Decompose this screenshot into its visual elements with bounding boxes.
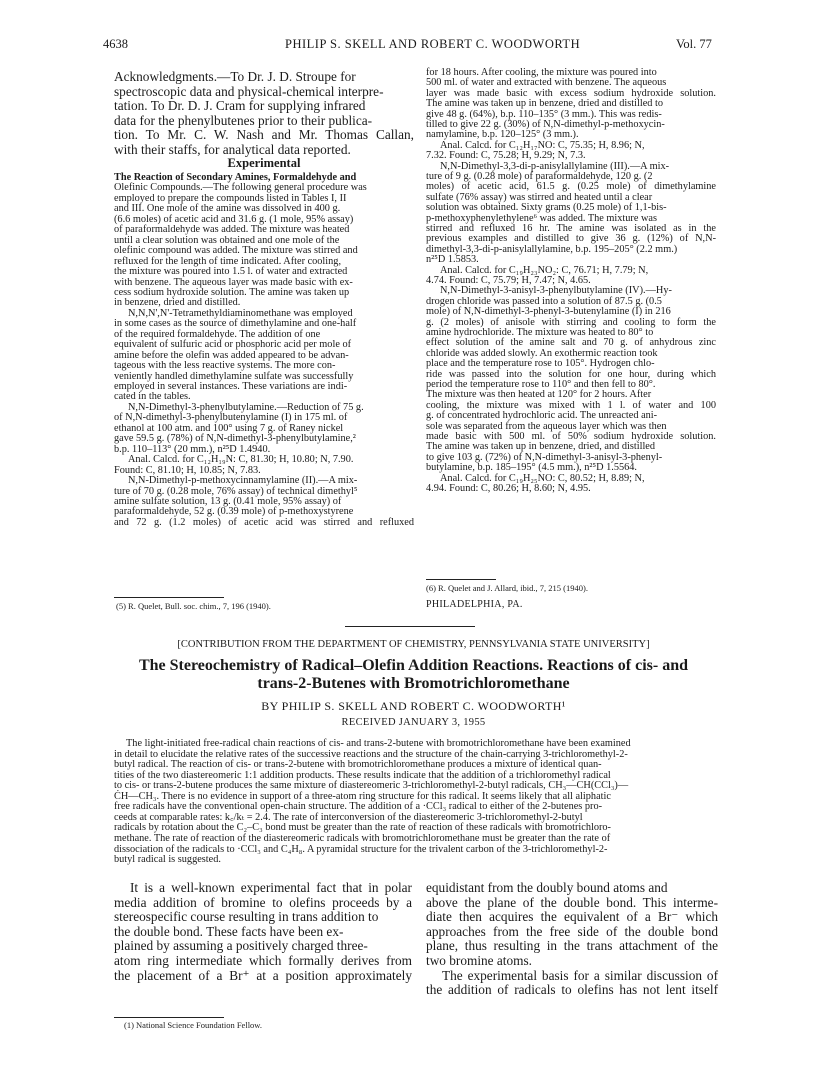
text-line: ride was passed into the solution for one hour, during which — [426, 369, 716, 380]
text-line: period the temperature rose to 110° and then fell to 80°. — [426, 379, 656, 390]
text-line: in some cases as the source of dimethylamine and one-half — [114, 318, 357, 329]
text-line: cess sodium hydroxide solution. The amine was taken up — [114, 287, 350, 298]
text-line: N,N-Dimethyl-3-anisyl-3-phenylbutylamine (IV).—Hy- — [440, 285, 672, 296]
text-line: with benzene. The aqueous layer was made basic with ex- — [114, 277, 353, 288]
text-line: place and the temperature rose to 105°. Hydrogen chlo- — [426, 358, 655, 369]
text-line: stereospecific course resulting in trans addition to — [114, 909, 379, 924]
text-line: butylamine, b.p. 185–195° (4.5 mm.), n²⁵D 1.5564. — [426, 462, 637, 473]
text-line: until a clear solution was obtained and one mole of the — [114, 235, 340, 246]
text-line: paraformaldehyde, 52 g. (0.39 mole) of p-methoxystyrene — [114, 506, 354, 517]
byline: BY PHILIP S. SKELL AND ROBERT C. WOODWORTH¹ — [261, 699, 566, 713]
text-line: tation. To Dr. D. J. Cram for supplying infrared — [114, 98, 366, 113]
footnote-6: (6) R. Quelet and J. Allard, ibid., 7, 215 (1940). — [426, 583, 588, 593]
text-line: above the plane of the double bond. This interme- — [426, 895, 718, 910]
text-line: moles) of acetic acid, 61.5 g. (0.25 mole) of dimethylamine — [426, 181, 716, 192]
text-line: of N,N-dimethyl-3-phenylbutenylamine (I) in 175 ml. of — [114, 412, 348, 423]
text-line: Olefinic Compounds.—The following general procedure was — [114, 182, 367, 193]
text-line: butyl radical is suggested. — [114, 854, 221, 865]
text-line: tilled to give 22 g. (30%) of N,N-dimethyl-p-methoxycin- — [426, 119, 665, 130]
text-line: the mixture was poured into 1.5 l. of water and extracted — [114, 266, 348, 277]
text-line: plane, thus resulting in the trans attachment of the — [426, 938, 718, 953]
text-line: employed in several instances. These variations are indi- — [114, 381, 348, 392]
text-line: N,N,N',N'-Tetramethyldiaminomethane was employed — [128, 308, 353, 319]
text-line: cooling, the mixture was mixed with 1 l. of water and 100 — [426, 400, 716, 411]
text-line: layer was made basic with excess sodium hydroxide solution. — [426, 88, 716, 99]
text-line: ture of 70 g. (0.28 mole, 76% assay) of technical dimethyl⁵ — [114, 486, 358, 497]
text-line: plained by assuming a positively charged three- — [114, 938, 368, 953]
text-line: The amine was taken up in benzene, dried and distilled to — [426, 98, 664, 109]
text-line: solution was obtained. Sixty grams (0.25 mole) of 1,1-bis- — [426, 202, 667, 213]
text-line: previous examples and distilled to give 36 g. (12%) of N,N- — [426, 233, 716, 244]
text-line: g. (2 moles) of anisole with stirring and cooling to form the — [426, 317, 716, 328]
text-line: for 18 hours. After cooling, the mixture was poured into — [426, 67, 657, 78]
footnote-5: (5) R. Quelet, Bull. soc. chim., 7, 196 (1940). — [116, 601, 271, 611]
article-divider — [345, 626, 475, 627]
text-line: Anal. Calcd. for C₁₂H₁₇NO: C, 75.35; H, 8.96; N, — [440, 140, 645, 151]
text-line: mole) of N,N-dimethyl-3-phenyl-3-butenylamine (I) in 216 — [426, 306, 671, 317]
text-line: employed to prepare the compounds listed in Tables I, II — [114, 193, 347, 204]
text-line: effect solution of the amine salt and 70 g. of anhydrous zinc — [426, 337, 716, 348]
text-line: dissociation of the radicals to ·CCl₃ and C₄H₈. A pyramidal structure for the trivalent carbon of the 3-trichloromethyl-2- — [114, 844, 608, 855]
text-line: with their staffs, for analytical data reported. — [114, 142, 351, 157]
text-line: tities of the two diastereomeric 1:1 addition products. These results indicate that the addition of a trichloromethyl radical — [114, 770, 611, 781]
text-line: It is a well-known experimental fact that in polar — [130, 880, 412, 895]
text-line: Experimental — [227, 156, 301, 170]
text-line: free radicals have the conventional open-chain structure. The addition of a ·CCl₃ radical to either of the 2-butenes pro- — [114, 801, 603, 812]
text-line: in benzene, dried and distilled. — [114, 297, 241, 308]
text-line: The experimental basis for a similar discussion of — [442, 968, 718, 983]
text-line: the addition of radicals to olefins has not lent itself — [426, 982, 718, 997]
text-line: spectroscopic data and physical-chemical interpre- — [114, 84, 384, 99]
text-line: butyl radical. The reaction of cis- or trans-2-butene with bromotrichloromethane produces a mixture of identical quan- — [114, 759, 602, 770]
text-line: b.p. 110–113° (20 mm.), n²⁵D 1.4940. — [114, 444, 271, 455]
text-line: ceeds at comparable rates: k꜀/kₜ = 2.4. The rate of interconversion of the diastereomeric 3-trichloromethyl-2-butyl — [114, 812, 583, 823]
volume-number: Vol. 77 — [676, 37, 712, 51]
text-line: sulfate (76% assay) was stirred and heated until a clear — [426, 192, 653, 203]
text-line: of paraformaldehyde was added. The mixture was heated — [114, 224, 350, 235]
text-line: methane. The rate of reaction of the diastereomeric radicals with bromotrichloromethane must be greater than the rate of — [114, 833, 611, 844]
text-line: cated in the tables. — [114, 391, 191, 402]
text-line: The amine was taken up in benzene, dried, and distilled — [426, 441, 656, 452]
text-line: and III. One mole of the amine was dissolved in 400 g. — [114, 203, 341, 214]
text-line: gave 59.5 g. (78%) of N,N-dimethyl-3-phenylbutylamine,² — [114, 433, 356, 444]
text-line: tageous with the less reactive systems. The more con- — [114, 360, 336, 371]
text-line: of the required formaldehyde. The addition of one — [114, 329, 321, 340]
text-line: media addition of bromine to olefins proceeds by a — [114, 895, 412, 910]
article-title-line-1: The Stereochemistry of Radical–Olefin Addition Reactions. Reactions of cis- and — [138, 657, 688, 674]
footnote-rule-left — [114, 597, 224, 598]
text-line: 500 ml. of water and extracted with benzene. The aqueous — [426, 77, 667, 88]
text-line: drogen chloride was passed into a solution of 87.5 g. (0.5 — [426, 296, 662, 307]
text-line: dimethyl-3,3-di-p-anisylallylamine, b.p. 195–205° (2.2 mm.) — [426, 244, 678, 255]
text-line: to give 103 g. (72%) of N,N-dimethyl-3-anisyl-3-phenyl- — [426, 452, 663, 463]
article-title-line-2: trans-2-Butenes with Bromotrichloromethane — [257, 675, 570, 692]
text-line: to cis- or trans-2-butene produces the same mixture of diastereomeric 3-trichloromethyl-2-butyl radicals, CH₃—CH(CCl₃)— — [114, 780, 629, 791]
text-line: stirred and refluxed 16 hr. The amine was isolated as in the — [426, 223, 716, 234]
text-line: in detail to elucidate the relative rates of the successive reactions and the structure of the chain-carrying 3-trichloromethyl-2- — [114, 749, 628, 760]
text-line: p-methoxyphenylethylene⁶ was added. The mixture was — [426, 213, 658, 224]
contribution-line: [CONTRIBUTION FROM THE DEPARTMENT OF CHEMISTRY, PENNSYLVANIA STATE UNIVERSITY] — [177, 639, 650, 650]
text-line: N,N-Dimethyl-p-methoxycinnamylamine (II).—A mix- — [128, 475, 358, 486]
text-line: data for the phenylbutenes prior to their publica- — [114, 113, 373, 128]
footnote-rule-body — [114, 1017, 224, 1018]
received-date: RECEIVED JANUARY 3, 1955 — [341, 717, 486, 728]
text-line: N,N-Dimethyl-3,3-di-p-anisylallylamine (III).—A mix- — [440, 161, 670, 172]
text-line: and 72 g. (1.2 moles) of acetic acid was stirred and refluxed — [114, 517, 414, 528]
text-line: Anal. Calcd. for C₁₂H₁₉N: C, 81.30; H, 10.80; N, 7.90. — [128, 454, 354, 465]
text-line: ture of 9 g. (0.28 mole) of paraformaldehyde, 120 g. (2 — [426, 171, 653, 182]
text-line: amine hydrochloride. The mixture was heated to 80° to — [426, 327, 654, 338]
text-line: The Reaction of Secondary Amines, Formaldehyde and — [114, 172, 357, 183]
text-line: refluxed for the length of time indicated. After cooling, — [114, 256, 342, 267]
text-line: amine before the olefin was added appeared to be advan- — [114, 350, 349, 361]
text-line: g. of concentrated hydrochloric acid. The unreacted ani- — [426, 410, 658, 421]
text-line: atom ring intermediate which formally derives from — [114, 953, 412, 968]
text-line: ethanol at 100 atm. and 100° using 7 g. of Raney nickel — [114, 423, 344, 434]
text-line: tion. To Mr. C. W. Nash and Mr. Thomas Callan, — [114, 127, 414, 142]
page-number: 4638 — [103, 37, 128, 51]
text-line: radicals by rotation about the C₂–C₃ bond must be greater than the rate of reaction of these radicals with bromotrichloro- — [114, 822, 611, 833]
text-line: namylamine, b.p. 120–125° (3 mm.). — [426, 129, 579, 140]
text-line: approaches from the free side of the double bond — [426, 924, 718, 939]
text-line: (6.6 moles) of acetic acid and 31.6 g. (1 mole, 95% assay) — [114, 214, 354, 225]
text-line: N,N-Dimethyl-3-phenylbutylamine.—Reduction of 75 g. — [128, 402, 364, 413]
text-line: 4.74. Found: C, 75.79; H, 7.47; N, 4.65. — [426, 275, 591, 286]
footnote-rule-right — [426, 579, 496, 580]
text-line: give 48 g. (64%), b.p. 110–135° (3 mm.). This was redis- — [426, 109, 662, 120]
text-line: The light-initiated free-radical chain reactions of cis- and trans-2-butene with bromotrichloromethane have been examined — [126, 738, 631, 749]
text-line: amine sulfate solution, 13 g. (0.41 mole, 95% assay) of — [114, 496, 342, 507]
text-line: ĊH—CH₃. There is no evidence in support of a three-atom ring structure for this radical. It seems likely that all aliphatic — [114, 791, 611, 802]
text-line: 7.32. Found: C, 75.28; H, 9.29; N, 7.3. — [426, 150, 586, 161]
text-line: the placement of a Br⁺ at a position approximately — [114, 968, 412, 983]
text-line: Anal. Calcd. for C₁₉H₂₅NO: C, 80.52; H, 8.89; N, — [440, 473, 645, 484]
place-line: PHILADELPHIA, PA. — [426, 599, 523, 610]
text-line: two bromine atoms. — [426, 953, 532, 968]
text-line: olefinic compound was added. The mixture was stirred and — [114, 245, 358, 256]
text-line: Anal. Calcd. for C₁₉H₂₃NO₂: C, 76.71; H, 7.79; N, — [440, 265, 649, 276]
text-line: equidistant from the doubly bound atoms and — [426, 880, 668, 895]
text-line: made basic with 500 ml. of 50% sodium hydroxide solution. — [426, 431, 716, 442]
running-head: PHILIP S. SKELL AND ROBERT C. WOODWORTH — [285, 37, 581, 51]
text-line: The mixture was then heated at 120° for 2 hours. After — [426, 389, 652, 400]
text-line: the double bond. These facts have been ex- — [114, 924, 344, 939]
text-line: n²⁵D 1.5853. — [426, 254, 479, 265]
text-line: veniently handled dimethylamine sulfate was successfully — [114, 371, 354, 382]
text-line: sole was separated from the aqueous layer which was then — [426, 421, 667, 432]
text-line: Found: C, 81.10; H, 10.85; N, 7.83. — [114, 465, 261, 476]
text-line: chloride was added slowly. An exothermic reaction took — [426, 348, 658, 359]
footnote-1: (1) National Science Foundation Fellow. — [124, 1020, 263, 1030]
text-line: equivalent of sulfuric acid or phosphoric acid per mole of — [114, 339, 352, 350]
text-line: diate then acquires the equivalent of a Br⁻ which — [426, 909, 718, 924]
text-line: Acknowledgments.—To Dr. J. D. Stroupe for — [114, 69, 356, 84]
text-line: 4.94. Found: C, 80.26; H, 8.60; N, 4.95. — [426, 483, 591, 494]
